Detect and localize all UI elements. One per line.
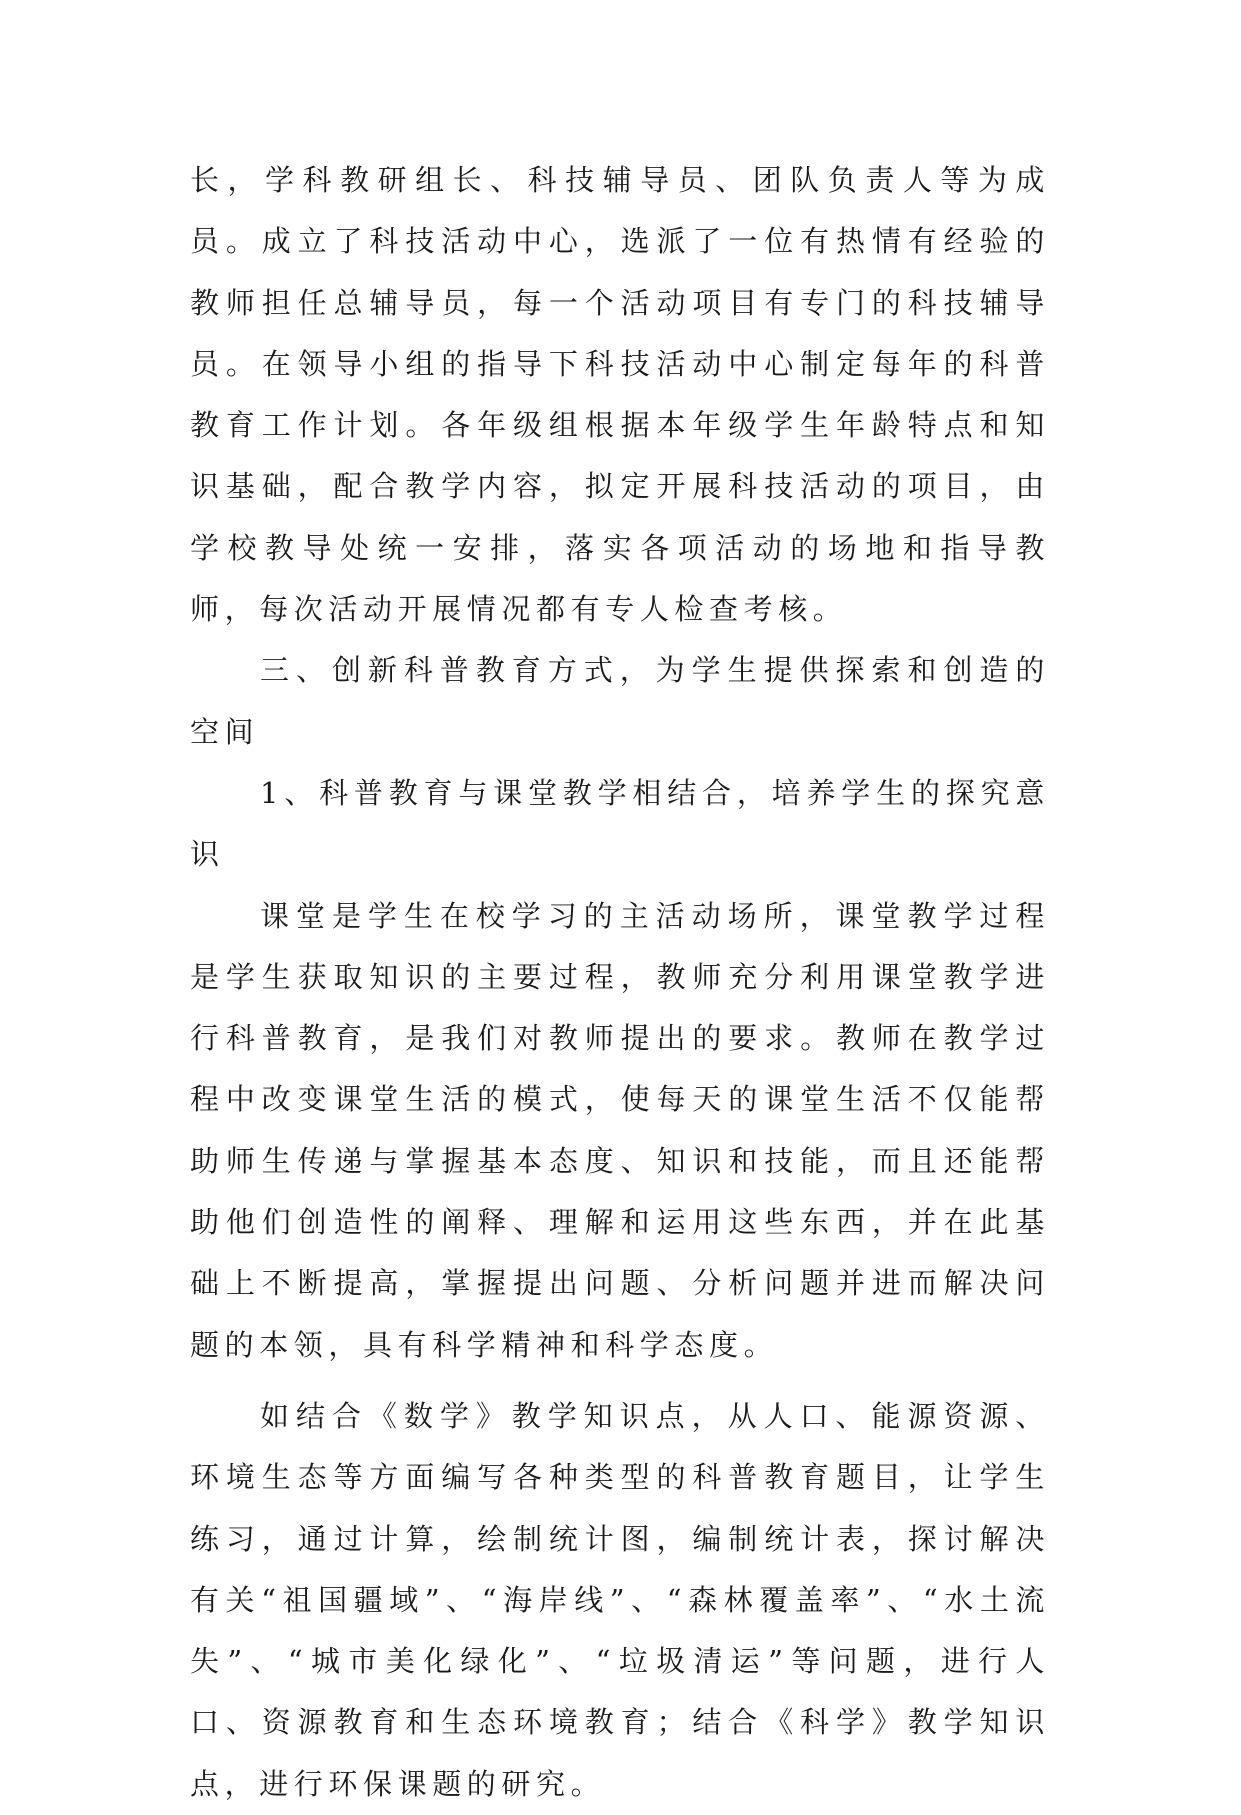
paragraph-math-example: 如结合《数学》教学知识点，从人口、能源资源、环境生态等方面编写各种类型的科普教育题目，让学生练习，通过计算，绘制统计图，编制统计表，探讨解决有关“祖国疆域”、“海岸线”、“森林覆盖率”、“水土流失”、“城市美化绿化”、“垃圾清运”等问题，进行人口、资源教育和生态环境教育；结合《科学》教学知识点，进行环保课题的研究。 (190, 1398, 1050, 1801)
section-heading: 三、创新科普教育方式，为学生提供探索和创造的空间 (190, 653, 1050, 749)
paragraph-classroom: 课堂是学生在校学习的主活动场所，课堂教学过程是学生获取知识的主要过程，教师充分利用课堂教学进行科普教育，是我们对教师提出的要求。教师在教学过程中改变课堂生活的模式，使每天的课堂生活不仅能帮助师生传递与掌握基本态度、知识和技能，而且还能帮助他们创造性的阐释、理解和运用这些东西，并在此基础上不断提高，掌握提出问题、分析问题并进而解决问题的本领，具有科学精神和科学态度。 (190, 898, 1050, 1362)
document-body (190, 150, 1050, 1815)
paragraph-continuation: 长，学科教研组长、科技辅导员、团队负责人等为成员。成立了科技活动中心，选派了一位有热情有经验的教师担任总辅导员，每一个活动项目有专门的科技辅导员。在领导小组的指导下科技活动中心制定每年的科普教育工作计划。各年级组根据本年级学生年龄特点和知识基础，配合教学内容，拟定开展科技活动的项目，由学校教导处统一安排，落实各项活动的场地和指导教师，每次活动开展情况都有专人检查考核。 (190, 163, 1050, 627)
subsection-heading: 1、科普教育与课堂教学相结合，培养学生的探究意识 (190, 775, 1050, 872)
